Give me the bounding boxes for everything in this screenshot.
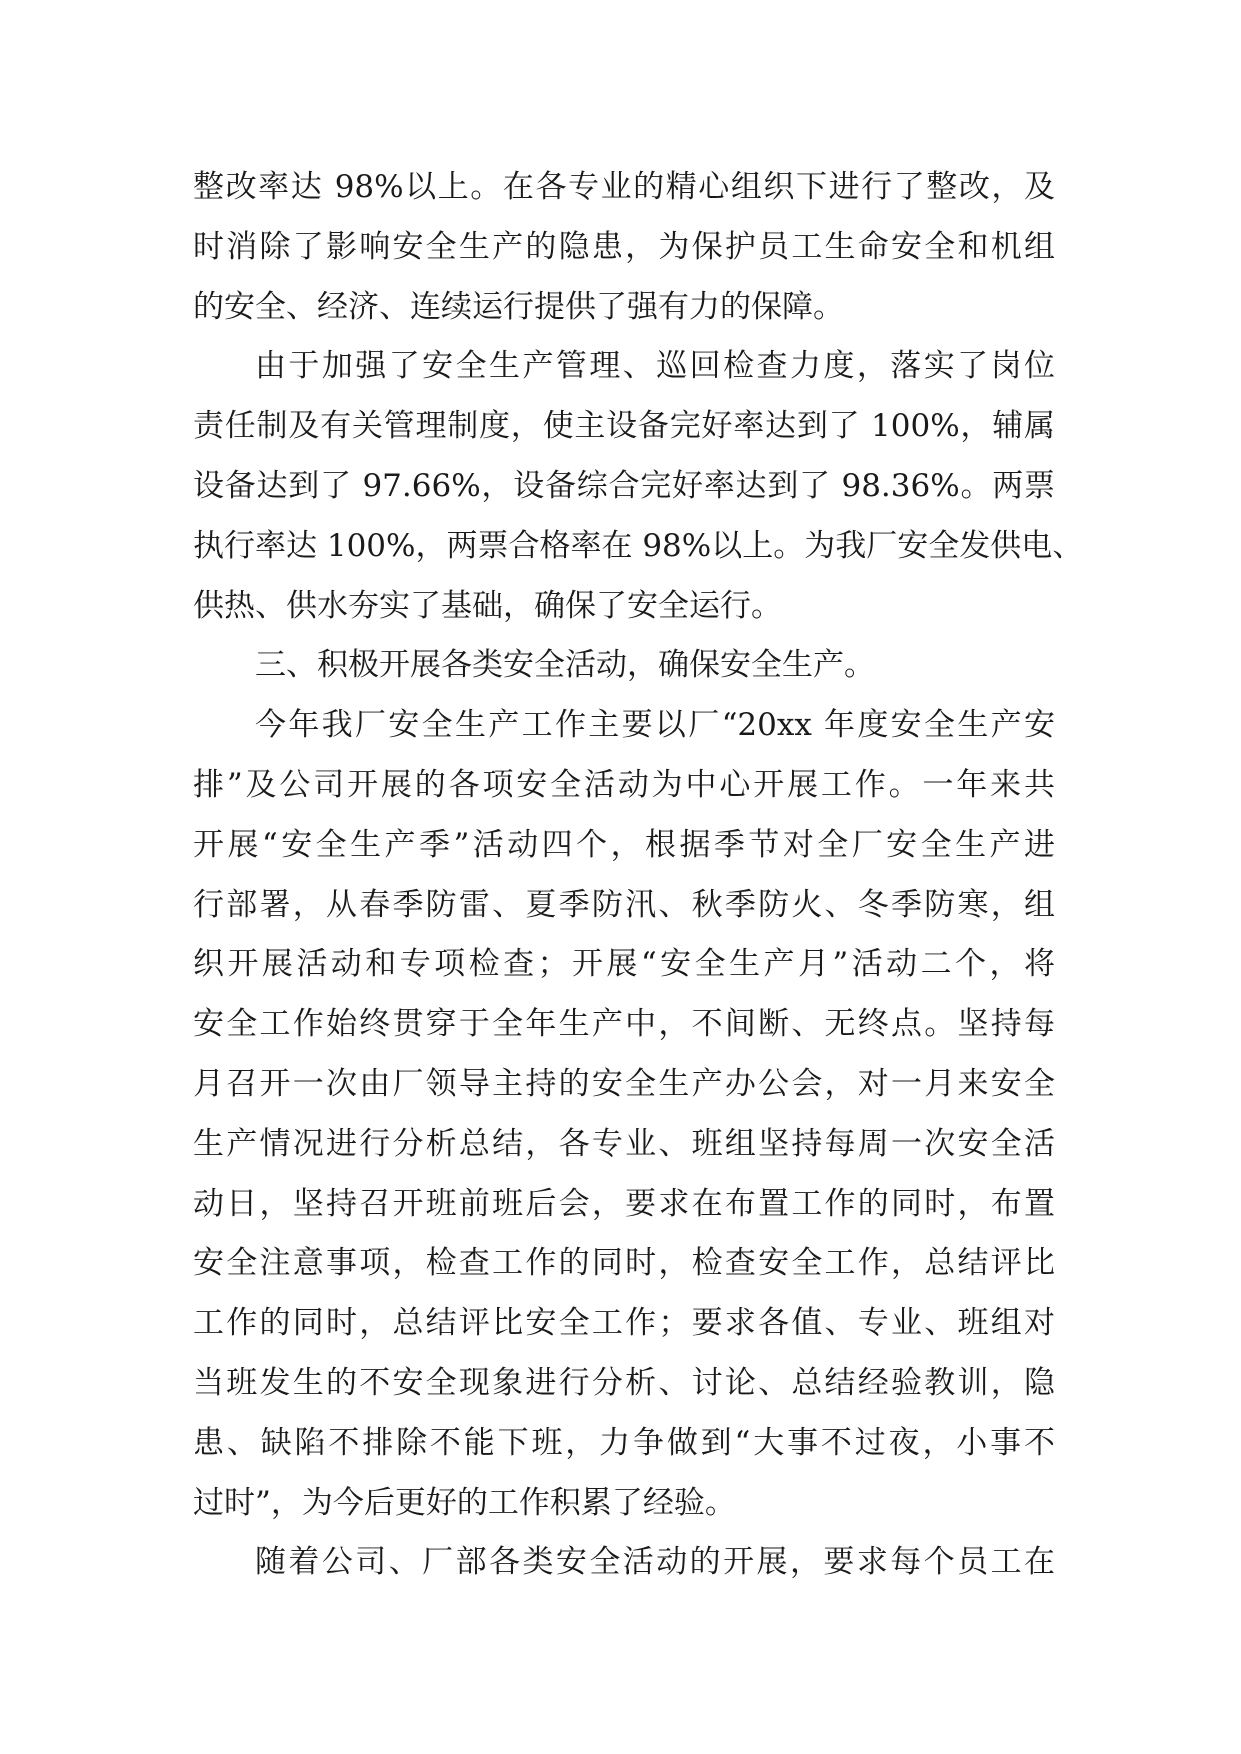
text-line: 供热、供水夯实了基础，确保了安全运行。 (193, 587, 782, 624)
text-line: 生产情况进行分析总结，各专业、班组坚持每周一次安全活 (193, 1125, 1055, 1162)
text-line: 动日，坚持召开班前班后会，要求在布置工作的同时，布置 (193, 1185, 1055, 1222)
text-line: 开展“安全生产季”活动四个，根据季节对全厂安全生产进 (193, 826, 1055, 863)
document-body (193, 158, 1084, 1593)
section-heading (193, 636, 1055, 696)
text-line: 工作的同时，总结评比安全工作；要求各值、专业、班组对 (193, 1305, 1055, 1342)
text-line: 整改率达 98%以上。在各专业的精心组织下进行了整改，及 (193, 169, 1055, 205)
text-line: 患、缺陷不排除不能下班，力争做到“大事不过夜，小事不 (193, 1424, 1055, 1461)
text-line: 安全注意事项，检查工作的同时，检查安全工作，总结评比 (193, 1245, 1055, 1282)
text-line: 行部署，从春季防雷、夏季防汛、秋季防火、冬季防寒，组 (193, 886, 1055, 923)
text-line: 由于加强了安全生产管理、巡回检查力度，落实了岗位 (255, 348, 1055, 385)
text-line: 月召开一次由厂领导主持的安全生产办公会，对一月来安全 (193, 1065, 1055, 1102)
text-line: 安全工作始终贯穿于全年生产中，不间断、无终点。坚持每 (193, 1006, 1055, 1043)
paragraph (193, 696, 1055, 1533)
text-line: 过时”，为今后更好的工作积累了经验。 (193, 1484, 736, 1521)
text-line: 织开展活动和专项检查；开展“安全生产月”活动二个，将 (193, 946, 1055, 983)
text-line: 随着公司、厂部各类安全活动的开展，要求每个员工在 (255, 1544, 1055, 1581)
text-line: 设备达到了 97.66%，设备综合完好率达到了 98.36%。两票 (193, 467, 1055, 504)
paragraph (193, 337, 1084, 636)
text-line: 今年我厂安全生产工作主要以厂“20xx 年度安全生产安 (255, 707, 1055, 744)
text-line: 执行率达 100%，两票合格率在 98%以上。为我厂安全发供电、 (193, 527, 1084, 564)
text-line: 时消除了影响安全生产的隐患，为保护员工生命安全和机组 (193, 228, 1055, 265)
text-line: 三、积极开展各类安全活动，确保安全生产。 (255, 647, 875, 684)
text-line: 的安全、经济、连续运行提供了强有力的保障。 (193, 288, 844, 325)
text-line: 当班发生的不安全现象进行分析、讨论、总结经验教训，隐 (193, 1364, 1055, 1401)
text-line: 排”及公司开展的各项安全活动为中心开展工作。一年来共 (193, 766, 1055, 803)
text-line: 责任制及有关管理制度，使主设备完好率达到了 100%，辅属 (193, 408, 1055, 445)
paragraph (193, 1533, 1055, 1593)
paragraph (193, 158, 1055, 337)
